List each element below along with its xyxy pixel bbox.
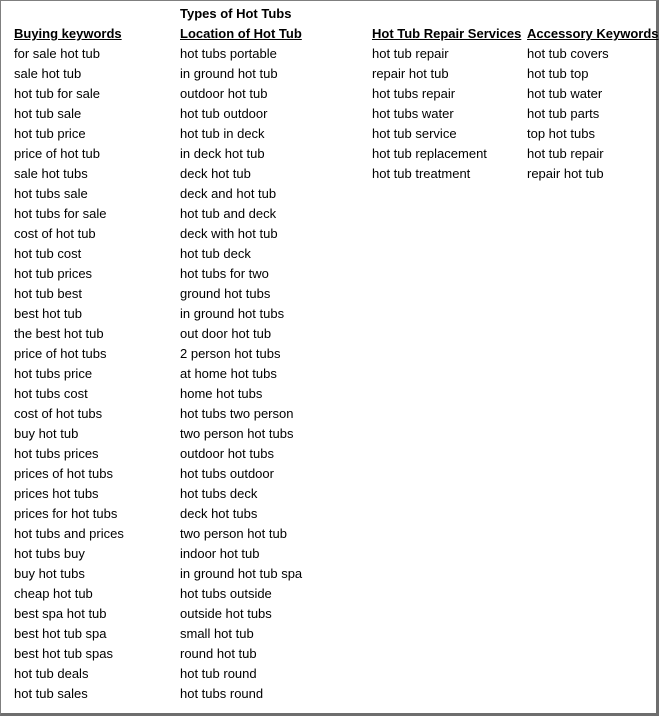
keyword-item: prices of hot tubs	[14, 466, 113, 481]
keyword-item: outdoor hot tub	[180, 86, 268, 101]
column-header-hot-tub-repair-services: Hot Tub Repair Services	[372, 26, 522, 41]
keyword-item: hot tubs deck	[180, 486, 258, 501]
keyword-item: hot tubs price	[14, 366, 93, 381]
keyword-item: small hot tub	[180, 626, 254, 641]
keyword-item: for sale hot tub	[14, 46, 100, 61]
keyword-item: hot tub treatment	[372, 166, 471, 181]
keyword-item: hot tubs buy	[14, 546, 85, 561]
keyword-item: cost of hot tubs	[14, 406, 103, 421]
keyword-list-accessory	[527, 44, 659, 184]
keyword-item: hot tub outdoor	[180, 106, 268, 121]
keyword-item: repair hot tub	[527, 166, 604, 181]
keyword-item: hot tubs and prices	[14, 526, 124, 541]
keyword-item: hot tub sale	[14, 106, 82, 121]
keyword-item: 2 person hot tubs	[180, 346, 281, 361]
keyword-item: best hot tub spa	[14, 626, 107, 641]
column-header-location-of-hot-tub: Location of Hot Tub	[180, 26, 302, 41]
keyword-item: hot tubs round	[180, 686, 264, 701]
keyword-item: best hot tub spas	[14, 646, 114, 661]
keyword-list-repair	[372, 44, 521, 184]
keyword-item: hot tubs for sale	[14, 206, 107, 221]
keyword-list-buying	[14, 44, 124, 704]
keyword-item: the best hot tub	[14, 326, 104, 341]
keyword-item: hot tub price	[14, 126, 86, 141]
keyword-item: hot tub covers	[527, 46, 609, 61]
keyword-item: hot tub prices	[14, 266, 93, 281]
keyword-item: deck hot tubs	[180, 506, 258, 521]
keyword-item: sale hot tubs	[14, 166, 88, 181]
keyword-item: hot tub repair	[527, 146, 604, 161]
keyword-item: ground hot tubs	[180, 286, 271, 301]
keyword-item: hot tubs two person	[180, 406, 294, 421]
keyword-item: deck with hot tub	[180, 226, 278, 241]
keyword-item: hot tub deals	[14, 666, 89, 681]
table-super-title: Types of Hot Tubs	[180, 6, 292, 21]
column-buying-keywords	[14, 24, 124, 704]
keyword-item: outdoor hot tubs	[180, 446, 274, 461]
keyword-item: prices for hot tubs	[14, 506, 118, 521]
keyword-item: two person hot tubs	[180, 426, 294, 441]
keyword-item: outside hot tubs	[180, 606, 272, 621]
column-header-accessory-keywords: Accessory Keywords	[527, 26, 659, 41]
keyword-item: hot tub water	[527, 86, 603, 101]
keyword-item: buy hot tubs	[14, 566, 85, 581]
keyword-item: hot tubs outside	[180, 586, 272, 601]
keyword-item: hot tubs cost	[14, 386, 88, 401]
keyword-item: prices hot tubs	[14, 486, 99, 501]
keyword-item: hot tub round	[180, 666, 257, 681]
keyword-item: out door hot tub	[180, 326, 272, 341]
keyword-item: indoor hot tub	[180, 546, 260, 561]
keyword-item: at home hot tubs	[180, 366, 277, 381]
keyword-item: sale hot tub	[14, 66, 82, 81]
keyword-item: hot tubs repair	[372, 86, 456, 101]
keyword-item: hot tub for sale	[14, 86, 100, 101]
keyword-item: in ground hot tub spa	[180, 566, 303, 581]
keyword-item: hot tub deck	[180, 246, 251, 261]
keyword-item: home hot tubs	[180, 386, 263, 401]
keyword-item: repair hot tub	[372, 66, 449, 81]
keyword-item: in ground hot tub	[180, 66, 278, 81]
keyword-item: deck hot tub	[180, 166, 251, 181]
keyword-item: hot tub sales	[14, 686, 88, 701]
keyword-item: top hot tubs	[527, 126, 595, 141]
keyword-item: hot tub best	[14, 286, 82, 301]
keyword-item: two person hot tub	[180, 526, 287, 541]
keyword-item: hot tubs portable	[180, 46, 277, 61]
keyword-list-location	[180, 44, 302, 704]
keyword-item: hot tubs for two	[180, 266, 269, 281]
keyword-item: price of hot tubs	[14, 346, 107, 361]
keyword-item: in ground hot tubs	[180, 306, 285, 321]
keyword-item: deck and hot tub	[180, 186, 277, 201]
keyword-item: in deck hot tub	[180, 146, 265, 161]
keyword-item: cost of hot tub	[14, 226, 96, 241]
keyword-item: hot tub repair	[372, 46, 449, 61]
keyword-item: hot tubs prices	[14, 446, 99, 461]
keyword-item: hot tub top	[527, 66, 589, 81]
column-location-of-hot-tub	[180, 24, 302, 704]
column-header-buying-keywords: Buying keywords	[14, 26, 122, 41]
keyword-item: hot tub and deck	[180, 206, 277, 221]
keyword-item: price of hot tub	[14, 146, 100, 161]
column-accessory-keywords	[527, 24, 659, 184]
keyword-item: cheap hot tub	[14, 586, 93, 601]
keyword-item: hot tub replacement	[372, 146, 487, 161]
keyword-item: hot tub service	[372, 126, 457, 141]
keyword-item: hot tubs water	[372, 106, 454, 121]
keyword-item: hot tubs outdoor	[180, 466, 274, 481]
keyword-item: round hot tub	[180, 646, 257, 661]
keyword-item: buy hot tub	[14, 426, 79, 441]
keyword-item: hot tubs sale	[14, 186, 88, 201]
keyword-item: hot tub in deck	[180, 126, 265, 141]
keyword-item: best hot tub	[14, 306, 82, 321]
column-hot-tub-repair-services	[372, 24, 521, 184]
keyword-item: best spa hot tub	[14, 606, 107, 621]
keyword-item: hot tub cost	[14, 246, 82, 261]
keyword-item: hot tub parts	[527, 106, 600, 121]
